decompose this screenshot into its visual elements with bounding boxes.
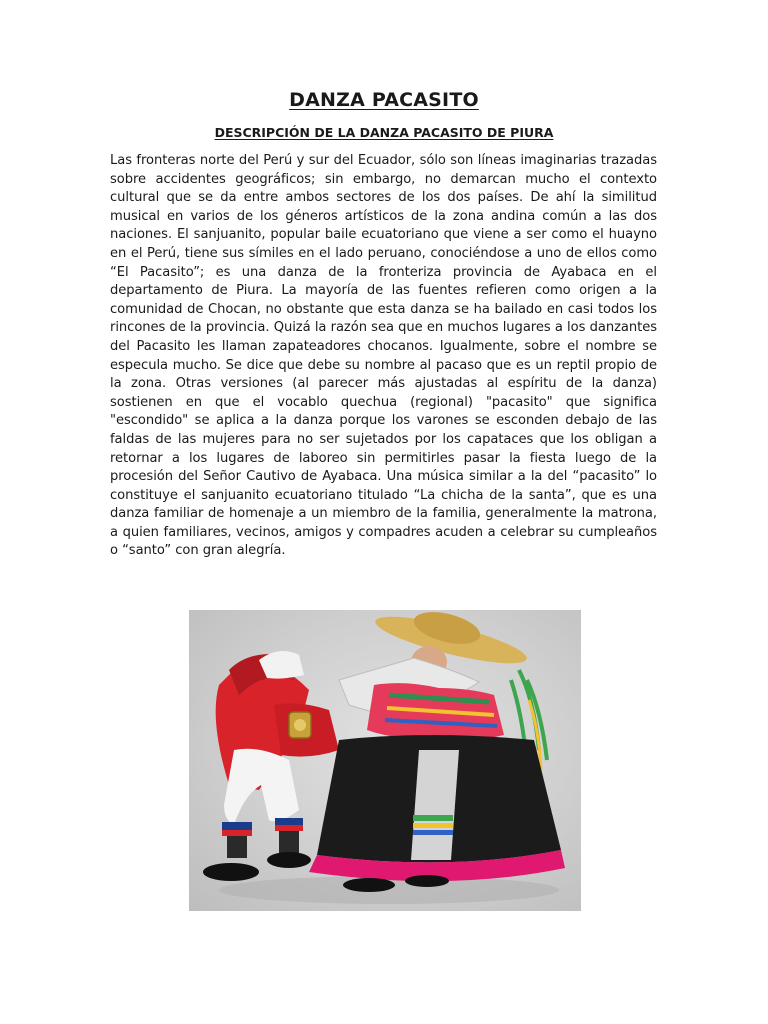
woman-shoe — [343, 878, 395, 892]
female-dancer — [309, 610, 565, 892]
right-shoe — [267, 852, 311, 868]
male-dancer — [203, 651, 339, 881]
section-subtitle: DESCRIPCIÓN DE LA DANZA PACASITO DE PIURA — [214, 125, 554, 140]
white-trousers — [224, 749, 299, 825]
dancers-photo — [189, 610, 581, 911]
floor-shadow — [219, 876, 559, 904]
page-title: DANZA PACASITO — [289, 89, 479, 111]
left-shoe — [203, 863, 259, 881]
body-paragraph: Las fronteras norte del Perú y sur del Ecuador, sólo son líneas imaginarias trazadas sobre accidentes geográficos; sin embargo, no demarcan mucho el contexto cultural que se da entre ambos sectores de los dos países. De ahí la similitud musical en varios de los géneros artísticos de la zona andina común a las dos naciones. El sanjuanito, popular baile ecuatoriano que viene a ser como el huayno en el Perú, tiene sus símiles en el lado peruano, conociéndose a uno de ellos como “El Pacasito”; es una danza de la fronteriza provincia de Ayabaca en el departamento de Piura. La mayoría de las fuentes refieren como origen a la comunidad de Chocan, no obstante que esta danza se ha bailado en casi todos los rincones de la provincia. Quizá la razón sea que en muchos lugares a los danzantes del Pacasito les llaman zapateadores chocanos. Igualmente, sobre el nombre se especula mucho. Se dice que debe su nombre al pacaso que es un reptil propio de la zona. Otras versiones (al parecer más ajustadas al espíritu de la danza) sostienen en que el vocablo quechua (regional) "pacasito" que significa "escondido" se aplica a la danza porque los varones se esconden debajo de las faldas de las mujeres para no ser sujetados por los capataces que los obligan a retornar a los lugares de laboreo sin permitirles pasar la fiesta luego de la procesión del Señor Cautivo de Ayabaca. Una música similar a la del “pacasito” lo constituye el sanjuanito ecuatoriano titulado “La chicha de la santa”, que es una danza familiar de homenaje a un miembro de la familia, generalmente la matrona, a quien familiares, vecinos, amigos y compadres acuden a celebrar su cumpleaños o “santo” con gran alegría. — [110, 153, 657, 559]
